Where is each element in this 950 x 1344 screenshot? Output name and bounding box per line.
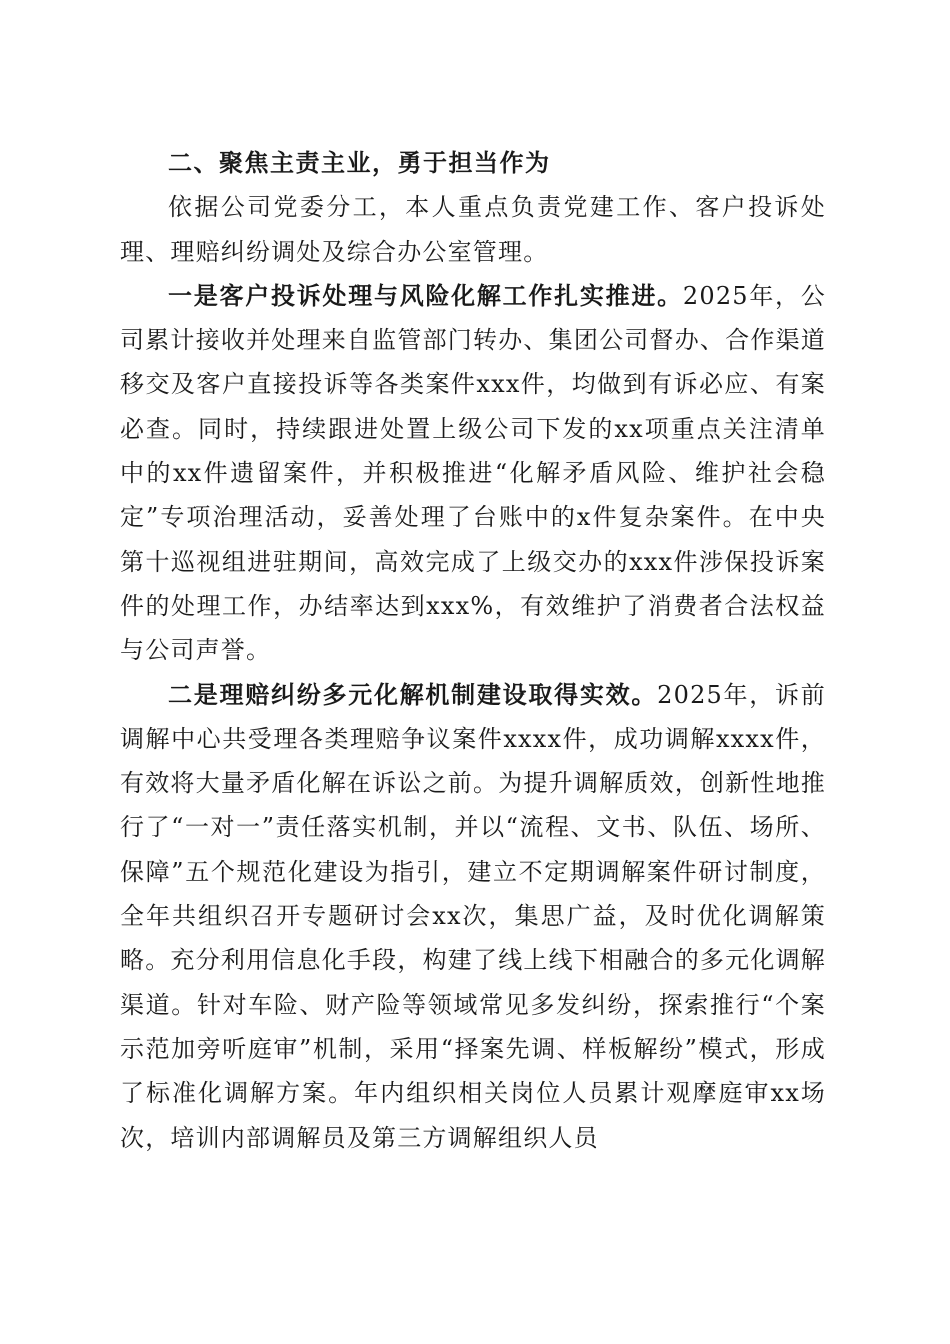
section-heading: 二、聚焦主责主业，勇于担当作为 bbox=[168, 149, 551, 177]
document-body bbox=[120, 141, 826, 1160]
paragraph-text: 2025年，诉前调解中心共受理各类理赔争议案件xxxx件，成功调解xxxx件，有效将大量矛盾化解在诉讼之前。为提升调解质效，创新性地推行了“一对一”责任落实机制，并以“流程、文书、队伍、场所、保障”五个规范化建设为指引，建立不定期调解案件研讨制度，全年共组织召开专题研讨会xx次，集思广益，及时优化调解策略。充分利用信息化手段，构建了线上线下相融合的多元化调解渠道。针对车险、财产险等领域常见多发纠纷，探索推行“个案示范加旁听庭审”机制，采用“择案先调、样板解纷”模式，形成了标准化调解方案。年内组织相关岗位人员累计观摩庭审xx场次，培训内部调解员及第三方调解组织人员 bbox=[120, 680, 826, 1152]
paragraph-responsibilities bbox=[120, 185, 826, 274]
paragraph-lead: 一是客户投诉处理与风险化解工作扎实推进。 bbox=[168, 280, 683, 310]
paragraph-lead: 二是理赔纠纷多元化解机制建设取得实效。 bbox=[168, 679, 658, 709]
paragraph-text: 2025年，公司累计接收并处理来自监管部门转办、集团公司督办、合作渠道移交及客户直接投诉等各类案件xxx件，均做到有诉必应、有案必查。同时，持续跟进处置上级公司下发的xx项重点关注清单中的xx件遗留案件，并积极推进“化解矛盾风险、维护社会稳定”专项治理活动，妥善处理了台账中的x件复杂案件。在中央第十巡视组进驻期间，高效完成了上级交办的xxx件涉保投诉案件的处理工作，办结率达到xxx%，有效维护了消费者合法权益与公司声誉。 bbox=[120, 281, 827, 665]
paragraph-mediation bbox=[120, 673, 826, 1160]
paragraph-text: 依据公司党委分工，本人重点负责党建工作、客户投诉处理、理赔纠纷调处及综合办公室管理。 bbox=[120, 193, 826, 266]
paragraph-complaints bbox=[120, 274, 826, 673]
